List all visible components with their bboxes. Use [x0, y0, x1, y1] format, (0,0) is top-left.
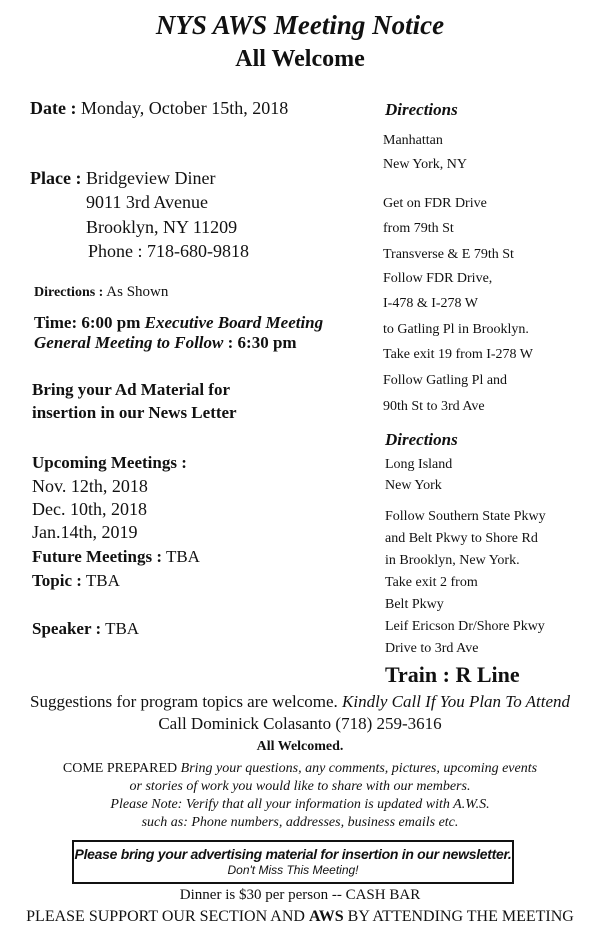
support-prefix: PLEASE SUPPORT OUR SECTION AND: [26, 908, 305, 925]
general-meeting-time: 6:30 pm: [237, 333, 297, 352]
notice-title: NYS AWS Meeting Notice: [155, 10, 445, 40]
directions-value: As Shown: [106, 284, 169, 300]
such-as-line: such as: Phone numbers, addresses, business emails etc.: [141, 815, 459, 830]
call-line: Call Dominick Colasanto (718) 259-3616: [158, 714, 442, 733]
support-suffix: BY ATTENDING THE MEETING: [347, 908, 574, 925]
stories-line: or stories of work you would like to share with our members.: [129, 779, 471, 794]
train-line: Train : R Line: [385, 662, 520, 687]
dir2-line-4: and Belt Pkwy to Shore Rd: [385, 531, 538, 546]
dir1-line-8: to Gatling Pl in Brooklyn.: [383, 322, 529, 337]
directions-row: [34, 284, 168, 301]
time-event: Executive Board Meeting: [144, 313, 324, 332]
dir2-line-1: Long Island: [385, 457, 453, 472]
ad-line-2: insertion in our News Letter: [32, 403, 237, 422]
directions-label: Directions :: [34, 285, 104, 300]
topic-row: [32, 571, 120, 591]
dir1-line-11: 90th St to 3rd Ave: [383, 399, 485, 414]
time-value: 6:00 pm: [81, 313, 141, 332]
dir1-line-5: Transverse & E 79th St: [383, 247, 514, 262]
suggestions-text: Suggestions for program topics are welcome.: [29, 692, 338, 711]
dir1-line-7: I-478 & I-278 W: [383, 296, 478, 311]
come-prepared-text: Bring your questions, any comments, pictures, upcoming events: [180, 761, 538, 776]
come-prepared-line: [0, 761, 600, 777]
topic-label: Topic :: [32, 571, 82, 590]
dir1-line-3: Get on FDR Drive: [383, 196, 487, 211]
call-note: Kindly Call If You Plan To Attend: [342, 692, 571, 711]
come-prepared-label: COME PREPARED: [62, 761, 178, 776]
dinner-line: Dinner is $30 per person -- CASH BAR: [179, 887, 421, 903]
speaker-row: [32, 619, 139, 639]
upcoming-date-2: Dec. 10th, 2018: [32, 499, 147, 519]
directions-title-1: Directions: [385, 100, 458, 119]
all-welcomed: All Welcomed.: [256, 739, 344, 754]
topic-value: TBA: [85, 571, 120, 590]
future-row: [32, 547, 200, 567]
general-meeting-row: [34, 333, 297, 353]
general-meeting-text: General Meeting to Follow: [34, 333, 224, 352]
suggestions-line: [0, 692, 600, 712]
dir2-line-5: in Brooklyn, New York.: [385, 553, 520, 568]
dir2-line-2: New York: [385, 478, 442, 493]
ad-line-1: Bring your Ad Material for: [32, 380, 230, 399]
dir2-line-9: Drive to 3rd Ave: [385, 641, 479, 656]
date-label: Date :: [30, 98, 77, 118]
upcoming-label: Upcoming Meetings :: [32, 453, 187, 472]
dir1-line-2: New York, NY: [383, 157, 468, 172]
place-phone: Phone : 718-680-9818: [88, 241, 249, 261]
date-row: [30, 98, 288, 119]
dir2-line-3: Follow Southern State Pkwy: [385, 509, 546, 524]
speaker-value: TBA: [105, 619, 140, 638]
support-aws: AWS: [308, 908, 344, 925]
dir1-line-9: Take exit 19 from I-278 W: [383, 347, 533, 362]
dir2-line-7: Belt Pkwy: [385, 597, 444, 612]
place-label: Place :: [30, 168, 82, 188]
directions-title-2: Directions: [385, 430, 458, 449]
newsletter-notice-box: [72, 840, 514, 884]
time-label: Time:: [34, 313, 78, 332]
place-row: [30, 168, 215, 189]
future-label: Future Meetings :: [32, 547, 162, 566]
notice-subtitle: All Welcome: [235, 46, 365, 72]
upcoming-date-1: Nov. 12th, 2018: [32, 476, 148, 496]
dir1-line-6: Follow FDR Drive,: [383, 271, 493, 286]
speaker-label: Speaker :: [32, 619, 102, 638]
place-street: 9011 3rd Avenue: [86, 192, 208, 212]
general-meeting-sep: :: [227, 333, 234, 352]
support-line: [0, 908, 600, 926]
dir2-line-6: Take exit 2 from: [385, 575, 478, 590]
note-line: Please Note: Verify that all your information is updated with A.W.S.: [110, 797, 490, 812]
place-city: Brooklyn, NY 11209: [86, 217, 238, 237]
dir2-line-8: Leif Ericson Dr/Shore Pkwy: [385, 619, 545, 634]
time-row: [34, 313, 323, 333]
dir1-line-1: Manhattan: [383, 133, 443, 148]
future-value: TBA: [165, 547, 200, 566]
dir1-line-10: Follow Gatling Pl and: [383, 373, 508, 388]
dir1-line-4: from 79th St: [383, 221, 454, 236]
date-value: Monday, October 15th, 2018: [80, 98, 289, 118]
place-name: Bridgeview Diner: [85, 168, 216, 188]
upcoming-date-3: Jan.14th, 2019: [32, 522, 138, 542]
newsletter-notice-line-2: Don't Miss This Meeting!: [227, 863, 359, 877]
newsletter-notice-line-1: Please bring your advertising material for insertion in our newsletter.: [74, 846, 512, 862]
